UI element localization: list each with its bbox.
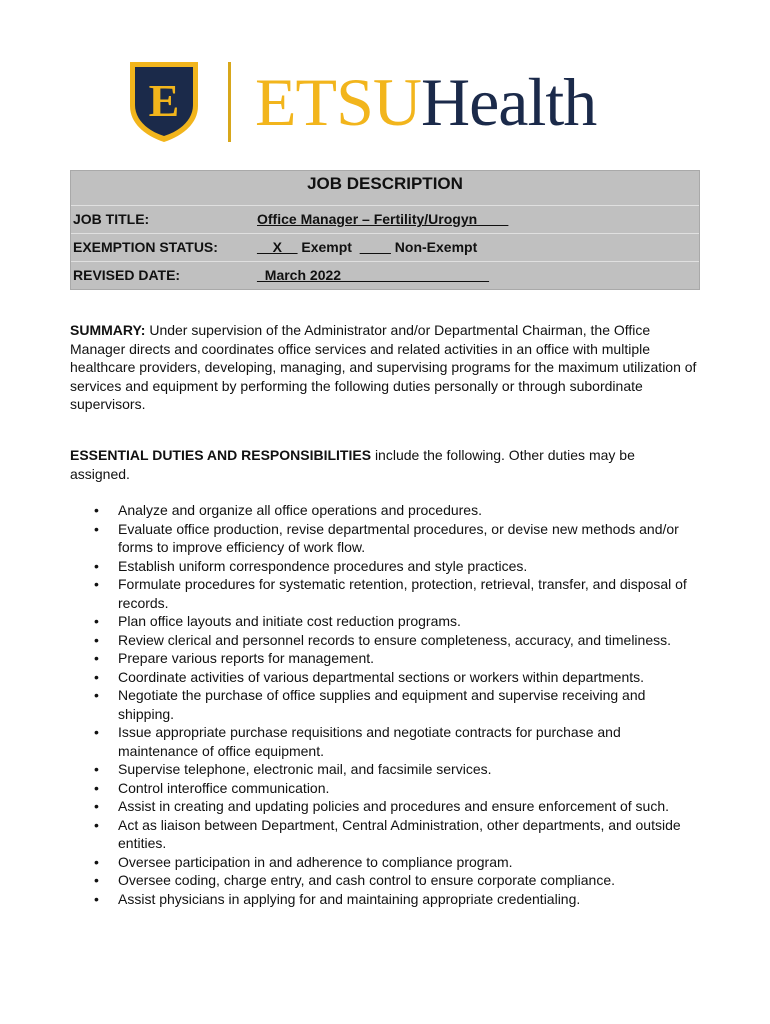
duty-item	[94, 871, 704, 890]
shield-letter: E	[148, 75, 180, 126]
duty-text: Control interoffice communication.	[118, 779, 330, 796]
bullet-icon: •	[94, 890, 99, 907]
exempt-mark: __X__	[257, 239, 298, 255]
duty-text: Act as liaison between Department, Central Administration, other departments, and outside entities.	[118, 816, 681, 851]
duty-text: Oversee participation in and adherence to compliance program.	[118, 853, 513, 870]
exemption-status-label: EXEMPTION STATUS:	[73, 239, 218, 255]
bullet-icon: •	[94, 816, 99, 833]
duty-item	[94, 853, 704, 872]
revised-date-row	[71, 261, 699, 288]
revised-date-label: REVISED DATE:	[73, 267, 181, 283]
duty-item	[94, 575, 704, 612]
etsu-health-logo	[128, 60, 596, 144]
duty-item	[94, 779, 704, 798]
bullet-icon: •	[94, 853, 99, 870]
job-description-box	[70, 170, 700, 290]
exemption-status-row	[71, 233, 699, 260]
duty-item	[94, 631, 704, 650]
duty-text: Evaluate office production, revise departmental procedures, or devise new methods and/or forms to improve efficiency of work flow.	[118, 520, 679, 555]
exemption-status-value	[257, 239, 477, 255]
duty-item	[94, 686, 704, 723]
bullet-icon: •	[94, 687, 99, 703]
bullet-icon: •	[94, 872, 99, 888]
duty-text: Coordinate activities of various departmental sections or workers within departments.	[118, 668, 645, 685]
bullet-icon: •	[94, 724, 99, 740]
logo-word-health: Health	[421, 64, 597, 140]
duty-text: Formulate procedures for systematic retention, protection, retrieval, transfer, and disposal of records.	[118, 576, 687, 611]
duty-text: Oversee coding, charge entry, and cash control to ensure corporate compliance.	[118, 872, 616, 888]
job-title-label: JOB TITLE:	[73, 211, 150, 227]
summary-paragraph	[70, 321, 700, 414]
bullet-icon: •	[94, 650, 99, 666]
etsu-shield-icon	[128, 60, 200, 144]
bullet-icon: •	[94, 668, 99, 685]
duties-list	[94, 501, 704, 908]
job-title-value: Office Manager – Fertility/Urogyn____	[257, 211, 509, 227]
job-description-header: JOB DESCRIPTION	[307, 174, 463, 193]
duty-item	[94, 760, 704, 779]
duty-item	[94, 723, 704, 760]
exempt-text: Exempt	[301, 239, 352, 255]
bullet-icon: •	[94, 520, 99, 537]
duty-text: Establish uniform correspondence procedures and style practices.	[118, 557, 528, 574]
duty-text: Negotiate the purchase of office supplies and equipment and supervise receiving and shipping.	[118, 687, 646, 722]
duty-item	[94, 612, 704, 631]
job-title-row	[71, 205, 699, 232]
bullet-icon: •	[94, 798, 99, 814]
duty-text: Assist in creating and updating policies and procedures and ensure enforcement of such.	[118, 798, 670, 814]
duty-item	[94, 890, 704, 909]
duties-heading: ESSENTIAL DUTIES AND RESPONSIBILITIES	[70, 447, 372, 463]
summary-label: SUMMARY:	[70, 322, 146, 338]
duty-item	[94, 520, 704, 557]
duty-text: Review clerical and personnel records to ensure completeness, accuracy, and timeliness.	[118, 631, 672, 648]
duty-text: Issue appropriate purchase requisitions and negotiate contracts for purchase and maintenance of office equipment.	[118, 724, 621, 759]
duty-text: Analyze and organize all office operations and procedures.	[118, 502, 482, 518]
logo-divider	[228, 62, 231, 142]
bullet-icon: •	[94, 631, 99, 648]
duty-text: Plan office layouts and initiate cost reduction programs.	[118, 613, 461, 629]
bullet-icon: •	[94, 576, 99, 592]
nonexempt-mark: ____	[359, 239, 391, 255]
duty-item	[94, 668, 704, 687]
bullet-icon: •	[94, 779, 99, 796]
duty-item	[94, 501, 704, 520]
logo-wordmark	[255, 64, 597, 140]
revised-date-value: _March 2022___________________	[257, 267, 489, 283]
duty-item	[94, 816, 704, 853]
duty-text: Prepare various reports for management.	[118, 650, 375, 666]
duties-intro-text: include the following. Other duties may be assigned.	[70, 447, 635, 482]
duty-item	[94, 557, 704, 576]
duty-text: Supervise telephone, electronic mail, and facsimile services.	[118, 761, 492, 777]
bullet-icon: •	[94, 502, 99, 518]
nonexempt-text: Non-Exempt	[394, 239, 478, 255]
bullet-icon: •	[94, 613, 99, 629]
bullet-icon: •	[94, 761, 99, 777]
duties-intro	[70, 446, 670, 483]
bullet-icon: •	[94, 557, 99, 574]
duty-text: Assist physicians in applying for and maintaining appropriate credentialing.	[118, 890, 581, 907]
logo-word-etsu: ETSU	[255, 64, 421, 140]
duty-item	[94, 797, 704, 816]
summary-text: Under supervision of the Administrator and/or Departmental Chairman, the Office Manager directs and coordinates office services and related activities in an office with multiple healthcare providers, developing, managing, and supervising programs for the maximum utilization of services and equipment by performing the following duties personally or through subordinate supervisors.	[70, 322, 697, 412]
duty-item	[94, 649, 704, 668]
